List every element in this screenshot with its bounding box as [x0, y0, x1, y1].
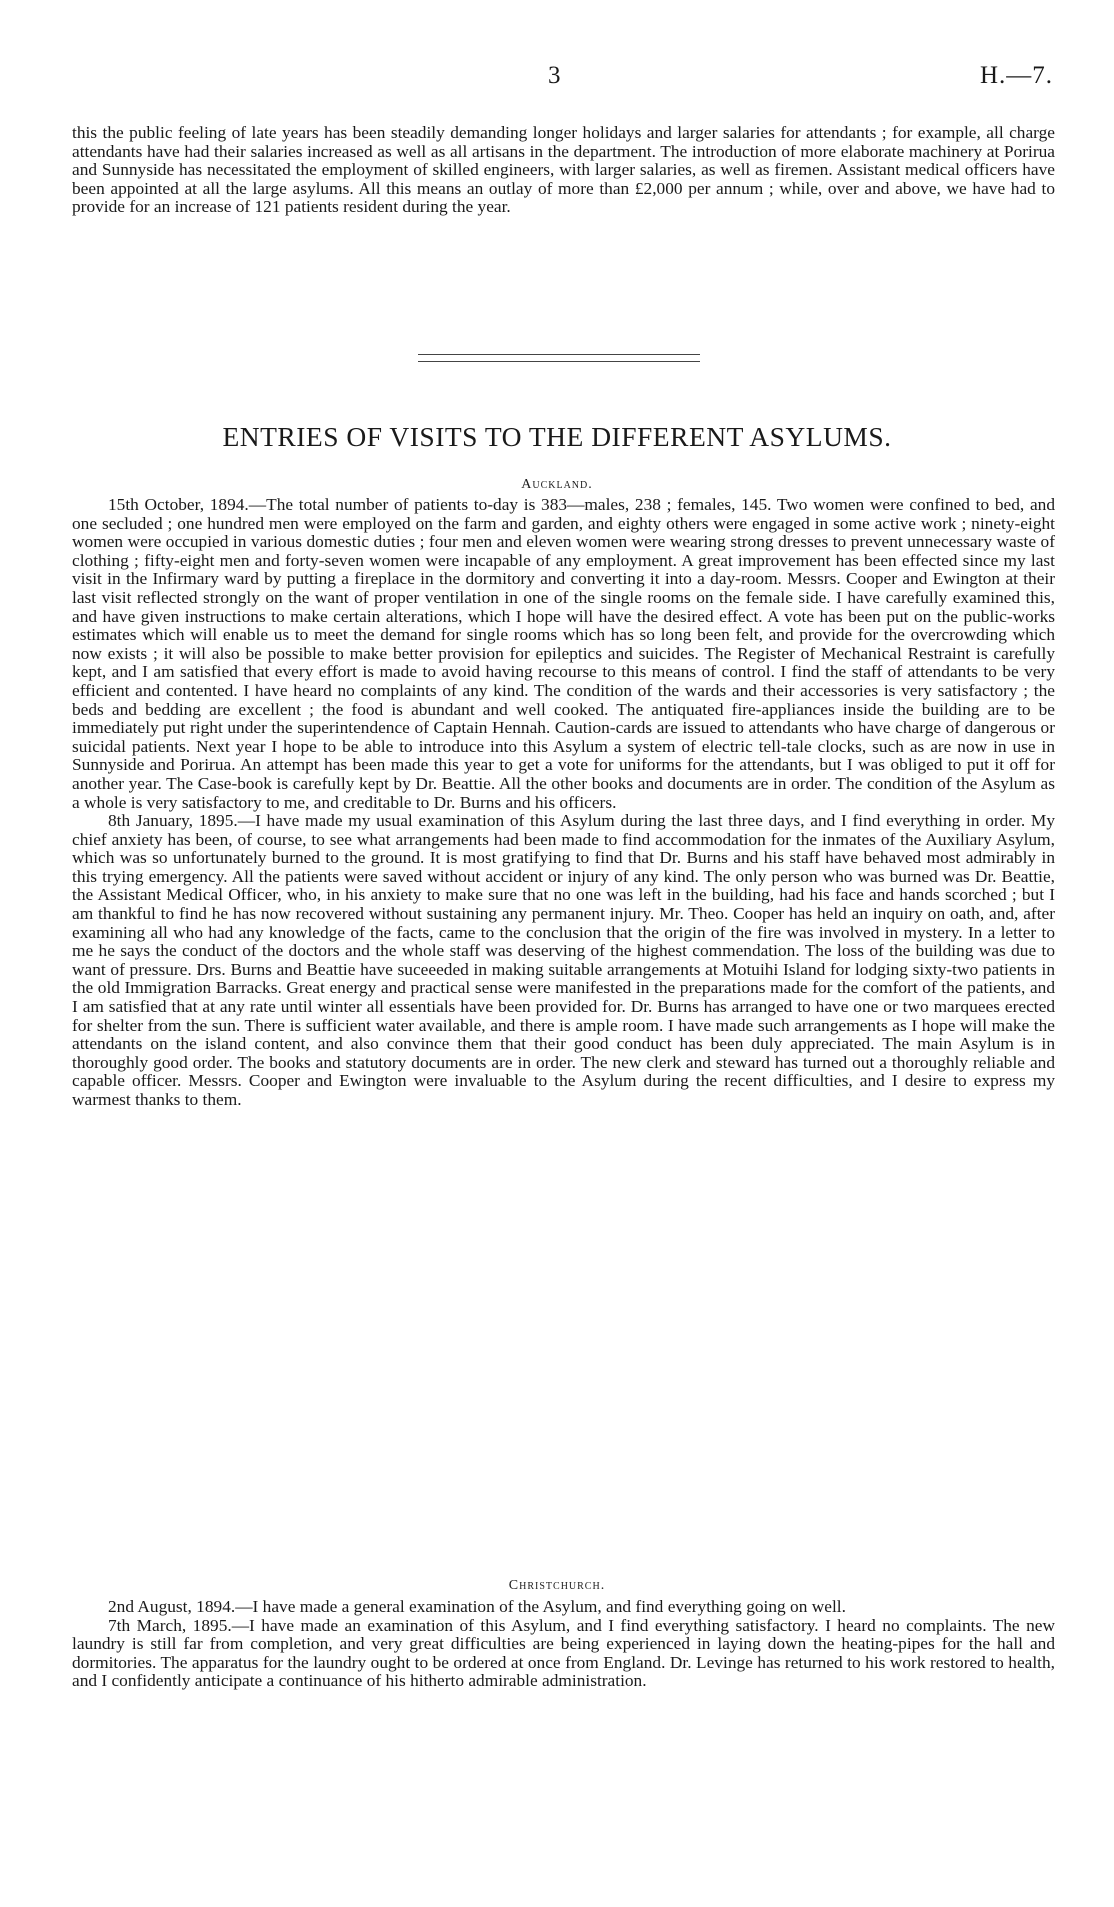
auckland-heading: Auckland.: [521, 477, 593, 492]
christchurch-entry-1894: 2nd August, 1894.—I have made a general examination of the Asylum, and find everything going on well.: [108, 1597, 846, 1616]
christchurch-entries: [72, 1598, 1055, 1691]
page-number: 3: [548, 62, 561, 89]
section-title: ENTRIES OF VISITS TO THE DIFFERENT ASYLUMS.: [222, 421, 892, 452]
auckland-entries: [72, 496, 1055, 1110]
intro-paragraph: this the public feeling of late years has been steadily demanding longer holidays and larger salaries for attendants ; for example, all charge attendants have had their salaries increased as well as all artisans in the department. The introduction of more elaborate machinery at Porirua and Sunnyside has necessitated the employment of skilled engineers, with larger salaries, as well as firemen. Assistant medical officers have been appointed at all the large asylums. All this means an outlay of more than £2,000 per annum ; while, over and above, we have had to provide for an increase of 121 patients resident during the year.: [72, 123, 1055, 217]
christchurch-heading: Christchurch.: [508, 1578, 606, 1593]
intro-text: [72, 124, 1055, 217]
auckland-entry-1894: 15th October, 1894.—The total number of patients to-day is 383—males, 238 ; females, 145. Two women were confined to bed, and one secluded ; one hundred men were employed on the farm and garden, and eighty others were engaged in some active work ; ninety-eight women were occupied in various domestic duties ; four men and eleven women were wearing strong dresses to prevent unnecessary waste of clothing ; fifty-eight men and forty-seven women were incapable of any employment. A great improvement has been effected since my last visit in the Infirmary ward by putting a fireplace in the dormitory and converting it into a day-room. Messrs. Cooper and Ewington at their last visit reflected strongly on the want of proper ventilation in one of the single rooms on the female side. I have carefully examined this, and have given instructions to make certain alterations, which I hope will have the desired effect. A vote has been put on the public-works estimates which will enable us to meet the demand for single rooms which has so long been felt, and provide for the overcrowding which now exists ; it will also be possible to make better provision for epileptics and suicides. The Register of Mechanical Restraint is carefully kept, and I am satisfied that every effort is made to avoid having recourse to this means of control. I find the staff of attendants to be very efficient and contented. I have heard no complaints of any kind. The condition of the wards and their accessories is very satisfactory ; the beds and bedding are excellent ; the food is abundant and well cooked. The antiquated fire-appliances inside the building are to be immediately put right under the superintendence of Captain Hennah. Caution-cards are issued to attendants who have charge of dangerous or suicidal patients. Next year I hope to be able to introduce into this Asylum a system of electric tell-tale clocks, such as are now in use in Sunnyside and Porirua. An attempt has been made this year to get a vote for uniforms for the attendants, but I was obliged to put it off for another year. The Case-book is carefully kept by Dr. Beattie. All the other books and documents are in order. The condition of the Asylum as a whole is very satisfactory to me, and creditable to Dr. Burns and his officers.: [72, 495, 1055, 812]
section-divider: [418, 354, 700, 362]
christchurch-entry-1895: 7th March, 1895.—I have made an examination of this Asylum, and I find everything satisfactory. I heard no complaints. The new laundry is still far from completion, and very great difficulties are being experienced in laying down the heating-pipes for the hall and dormitories. The apparatus for the laundry ought to be ordered at once from England. Dr. Levinge has returned to his work restored to health, and I confidently anticipate a continuance of his hitherto admirable administration.: [72, 1615, 1055, 1691]
document-reference: H.—7.: [979, 62, 1053, 89]
auckland-entry-1895: 8th January, 1895.—I have made my usual examination of this Asylum during the last three days, and I find everything in order. My chief anxiety has been, of course, to see what arrangements had been made to find accommodation for the inmates of the Auxiliary Asylum, which was so unfortunately burned to the ground. It is most gratifying to find that Dr. Burns and his staff have behaved most admirably in this trying emergency. All the patients were saved without accident or injury of any kind. The only person who was burned was Dr. Beattie, the Assistant Medical Officer, who, in his anxiety to make sure that no one was left in the building, had his face and hands scorched ; but I am thankful to find he has now recovered without sustaining any permanent injury. Mr. Theo. Cooper has held an inquiry on oath, and, after examining all who had any knowledge of the facts, came to the conclusion that the origin of the fire was involved in mystery. In a letter to me he says the conduct of the doctors and the whole staff was deserving of the highest commendation. The loss of the building was due to want of pressure. Drs. Burns and Beattie have suceeeded in making suitable arrangements at Motuihi Island for lodging sixty-two patients in the old Immigration Barracks. Great energy and practical sense were manifested in the preparations made for the comfort of the patients, and I am satisfied that at any rate until winter all essentials have been provided for. Dr. Burns has arranged to have one or two marquees erected for shelter from the sun. There is sufficient water available, and there is ample room. I have made such arrangements as I hope will make the attendants on the island content, and also convince them that their good conduct has been duly appreciated. The main Asylum is in thoroughly good order. The books and statutory documents are in order. The new clerk and steward has turned out a thoroughly reliable and capable officer. Messrs. Cooper and Ewington were invaluable to the Asylum during the recent difficulties, and I desire to express my warmest thanks to them.: [72, 811, 1055, 1109]
